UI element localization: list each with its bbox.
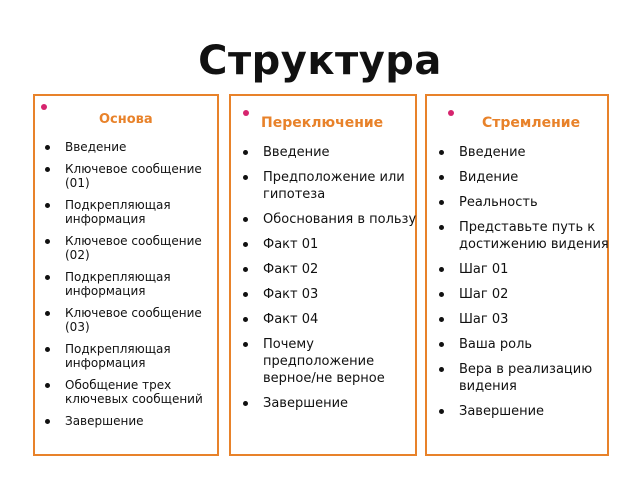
list-item: Представьте путь к достижению видения [437, 219, 611, 253]
list-item: Введение [241, 144, 417, 161]
column-heading: Стремление [482, 115, 581, 131]
list-item: Обобщение трех ключевых сообщений [43, 378, 219, 406]
item-list [241, 144, 417, 420]
list-item: Факт 01 [241, 236, 417, 253]
item-list [43, 140, 219, 436]
list-item: Завершение [43, 414, 219, 428]
list-item: Введение [437, 144, 611, 161]
list-item: Введение [43, 140, 219, 154]
list-item: Подкрепляющая информация [43, 342, 219, 370]
list-item: Завершение [241, 395, 417, 412]
list-item: Факт 03 [241, 286, 417, 303]
item-list [437, 144, 611, 428]
list-item: Подкрепляющая информация [43, 270, 219, 298]
list-item: Шаг 02 [437, 286, 611, 303]
list-item: Факт 02 [241, 261, 417, 278]
bullet-dot-icon [448, 110, 454, 116]
list-item: Реальность [437, 194, 611, 211]
column-heading: Переключение [261, 115, 384, 131]
list-item: Предположение или гипотеза [241, 169, 417, 203]
list-item: Вера в реализацию видения [437, 361, 611, 395]
list-item: Шаг 01 [437, 261, 611, 278]
list-item: Ваша роль [437, 336, 611, 353]
page-title: Структура [198, 38, 442, 84]
list-item: Ключевое сообщение (02) [43, 234, 219, 262]
column-osnova [33, 94, 219, 456]
bullet-dot-icon [41, 104, 47, 110]
list-item: Почему предположение верное/не верное [241, 336, 417, 387]
list-item: Ключевое сообщение (01) [43, 162, 219, 190]
column-heading: Основа [99, 112, 153, 127]
list-item: Обоснования в пользу [241, 211, 417, 228]
list-item: Подкрепляющая информация [43, 198, 219, 226]
bullet-dot-icon [243, 110, 249, 116]
list-item: Ключевое сообщение (03) [43, 306, 219, 334]
list-item: Факт 04 [241, 311, 417, 328]
list-item: Видение [437, 169, 611, 186]
column-stremlenie [425, 94, 609, 456]
column-pereklyuchenie [229, 94, 417, 456]
list-item: Завершение [437, 403, 611, 420]
list-item: Шаг 03 [437, 311, 611, 328]
